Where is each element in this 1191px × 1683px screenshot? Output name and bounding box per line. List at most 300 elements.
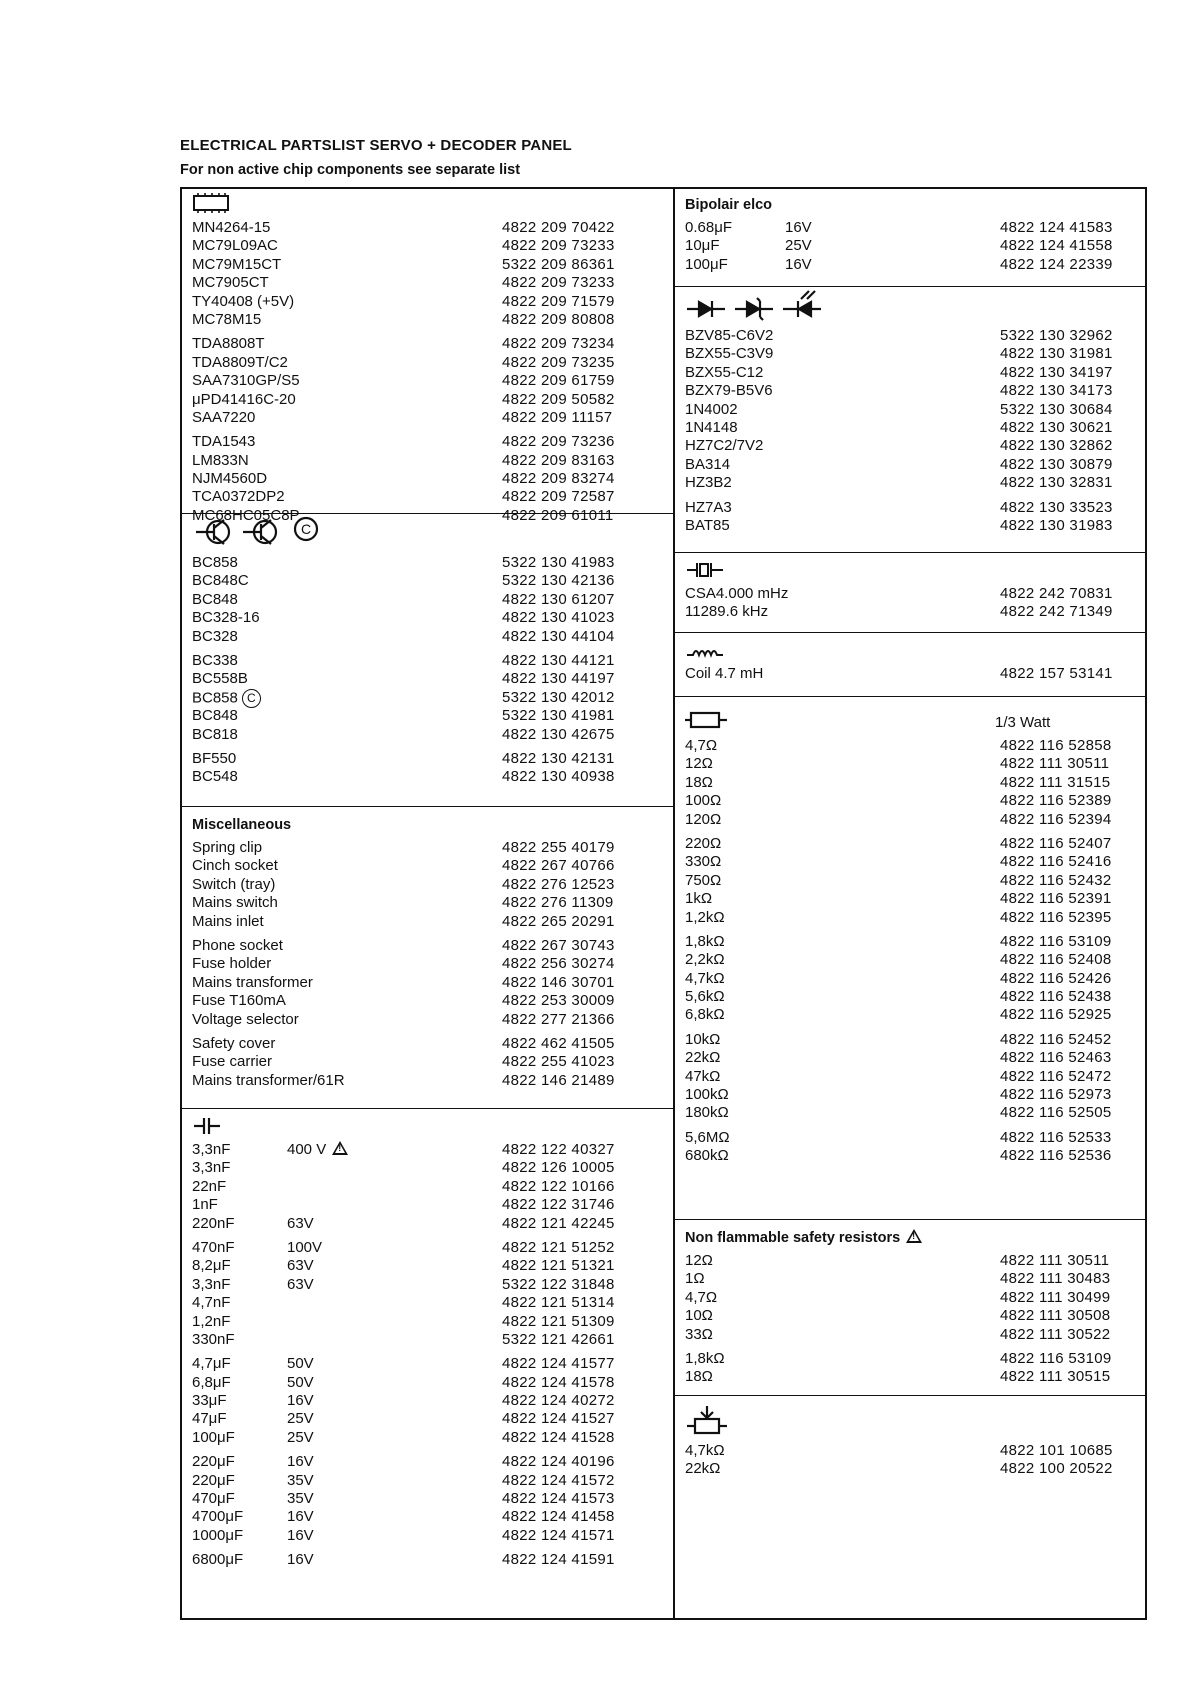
section-title: Miscellaneous xyxy=(192,817,292,833)
part-code: 4822 116 52394 xyxy=(1000,810,1112,828)
part-rating xyxy=(287,1159,502,1177)
part-code: 4822 130 31981 xyxy=(1000,345,1113,363)
part-code: 4822 130 30621 xyxy=(1000,418,1113,436)
part-name: 1kΩ xyxy=(685,890,713,908)
table-row xyxy=(192,1331,665,1349)
table-row xyxy=(192,1239,665,1257)
part-code: 5322 122 31848 xyxy=(502,1275,615,1293)
table-row xyxy=(685,755,1137,773)
part-name: MC78M15 xyxy=(192,310,262,328)
part-name: 12Ω xyxy=(685,1252,713,1269)
part-code: 4822 209 61011 xyxy=(502,506,614,524)
resistor-group-5 xyxy=(685,1129,1137,1166)
part-name: 5,6kΩ xyxy=(685,988,725,1006)
part-code: 4822 130 42131 xyxy=(502,749,615,767)
part-code: 4822 265 20291 xyxy=(502,912,615,930)
table-row xyxy=(192,992,665,1010)
part-name: 100Ω xyxy=(685,792,722,810)
table-row xyxy=(685,951,1137,969)
table-row xyxy=(685,256,1137,274)
table-row xyxy=(192,937,665,955)
part-code: 4822 253 30009 xyxy=(502,992,615,1010)
part-code: 4822 124 41591 xyxy=(502,1551,615,1569)
part-name: 100μF xyxy=(192,1428,235,1446)
left-column xyxy=(182,187,673,1614)
part-name xyxy=(192,689,502,707)
table-row xyxy=(685,933,1137,951)
part-code: 4822 116 52533 xyxy=(1000,1128,1112,1146)
part-code: 4822 124 41571 xyxy=(502,1526,615,1544)
capacitor-group-4 xyxy=(192,1453,665,1545)
part-name: 1000μF xyxy=(192,1526,244,1544)
part-code: 4822 124 41527 xyxy=(502,1410,615,1428)
capacitor-group-3 xyxy=(192,1355,665,1447)
part-code: 4822 209 73236 xyxy=(502,433,615,451)
table-row xyxy=(192,554,665,572)
table-row xyxy=(685,237,1137,255)
transistor-group-1 xyxy=(192,554,665,646)
part-rating: 16V xyxy=(287,1526,314,1544)
part-name: HZ7C2/7V2 xyxy=(685,437,764,455)
table-row xyxy=(685,1326,1137,1344)
part-name: 3,3nF xyxy=(192,1141,231,1158)
part-code: 4822 146 30701 xyxy=(502,973,615,991)
table-row xyxy=(685,811,1137,829)
part-code: 5322 130 32962 xyxy=(1000,327,1113,344)
table-row xyxy=(192,488,665,506)
table-row xyxy=(685,835,1137,853)
part-name: Mains switch xyxy=(192,894,278,912)
part-code: 4822 101 10685 xyxy=(1000,1442,1113,1459)
part-code: 4822 209 71579 xyxy=(502,292,615,310)
table-row xyxy=(192,974,665,992)
part-rating xyxy=(287,1178,502,1196)
part-name: 220μF xyxy=(192,1453,235,1471)
part-name: BZX55-C3V9 xyxy=(685,345,774,363)
part-name-text: BC858 xyxy=(192,689,238,707)
table-row xyxy=(192,1410,665,1428)
resistor-group-4 xyxy=(685,1031,1137,1123)
part-name: 1,2kΩ xyxy=(685,908,725,926)
table-row xyxy=(192,1011,665,1029)
part-rating-text: 400 V xyxy=(287,1141,327,1158)
part-name: 470nF xyxy=(192,1238,235,1256)
resistor-section-header xyxy=(685,701,1137,731)
section-title: Bipolair elco xyxy=(685,197,773,213)
table-row xyxy=(685,382,1137,400)
part-name: 5,6MΩ xyxy=(685,1128,730,1146)
resistor-group-3 xyxy=(685,933,1137,1025)
part-code: 4822 121 51309 xyxy=(502,1312,615,1330)
part-code: 5322 130 42136 xyxy=(502,572,615,590)
part-code: 4822 130 44197 xyxy=(502,670,615,688)
table-row xyxy=(192,409,665,427)
part-code: 4822 116 52438 xyxy=(1000,988,1112,1006)
part-code: 4822 146 21489 xyxy=(502,1071,615,1089)
part-name: 680kΩ xyxy=(685,1147,729,1165)
safety-group-1 xyxy=(685,1252,1137,1344)
table-row xyxy=(685,474,1137,492)
part-code: 4822 130 40938 xyxy=(502,768,615,786)
part-name: BZX79-B5V6 xyxy=(685,382,773,400)
copyright-icon: C xyxy=(242,689,261,708)
table-row xyxy=(685,1086,1137,1104)
part-name: BC548 xyxy=(192,768,238,786)
section-title: Non flammable safety resistors xyxy=(685,1230,901,1246)
part-rating: 25V xyxy=(287,1410,314,1428)
part-name: BZX55-C12 xyxy=(685,363,764,381)
part-code: 4822 122 31746 xyxy=(502,1196,615,1214)
part-name: BC848C xyxy=(192,572,249,590)
part-name: MC7905CT xyxy=(192,274,269,292)
part-code: 4822 116 52432 xyxy=(1000,871,1112,889)
part-name: TCA0372DP2 xyxy=(192,488,285,506)
part-name: 470μF xyxy=(192,1490,235,1508)
table-row xyxy=(685,909,1137,927)
part-code: 4822 130 33523 xyxy=(1000,498,1113,516)
table-row xyxy=(685,1460,1137,1478)
part-code: 5322 130 41981 xyxy=(502,707,615,725)
resistor-group-2 xyxy=(685,835,1137,927)
part-code: 4822 122 10166 xyxy=(502,1177,615,1195)
part-code: 4822 130 41023 xyxy=(502,609,615,627)
part-name: NJM4560D xyxy=(192,470,268,488)
table-row xyxy=(685,853,1137,871)
table-row xyxy=(192,707,665,725)
part-code: 4822 116 53109 xyxy=(1000,932,1112,950)
resistor-icon xyxy=(685,705,995,731)
part-name: 220Ω xyxy=(685,834,722,852)
table-row xyxy=(192,1294,665,1312)
part-name: Phone socket xyxy=(192,936,283,954)
part-name: 18Ω xyxy=(685,1368,713,1386)
part-name: 6,8kΩ xyxy=(685,1006,725,1024)
crystal-icon xyxy=(685,561,725,579)
table-row xyxy=(192,1159,665,1177)
table-row xyxy=(192,1072,665,1090)
table-row xyxy=(685,1068,1137,1086)
table-row xyxy=(685,401,1137,419)
part-code: 4822 116 52925 xyxy=(1000,1006,1112,1024)
part-name: MC68HC05C8P xyxy=(192,506,300,524)
part-code: 4822 124 41528 xyxy=(502,1428,615,1446)
ic-section-header xyxy=(192,191,665,213)
table-row xyxy=(192,372,665,390)
part-name: MN4264-15 xyxy=(192,219,271,236)
part-name: Cinch socket xyxy=(192,857,278,875)
table-row xyxy=(685,1442,1137,1460)
part-code: 4822 116 52407 xyxy=(1000,834,1112,852)
table-row xyxy=(685,1104,1137,1122)
part-code: 4822 209 80808 xyxy=(502,310,615,328)
right-column xyxy=(675,187,1145,1616)
capacitor-group-1 xyxy=(192,1141,665,1233)
part-code: 4822 130 44121 xyxy=(502,651,615,669)
part-code: 4822 116 52395 xyxy=(1000,908,1112,926)
part-code: 5322 130 30684 xyxy=(1000,400,1113,418)
misc-section-header xyxy=(192,811,665,833)
coil-section-header xyxy=(685,637,1137,659)
table-row xyxy=(192,913,665,931)
table-row xyxy=(685,327,1137,345)
part-name: 4,7μF xyxy=(192,1355,231,1373)
table-row xyxy=(192,433,665,451)
table-row xyxy=(192,857,665,875)
part-code: 4822 267 30743 xyxy=(502,936,615,954)
table-row xyxy=(192,1374,665,1392)
part-name: 6800μF xyxy=(192,1551,244,1569)
part-name: 33μF xyxy=(192,1392,227,1410)
part-name: BC848 xyxy=(192,590,238,608)
warning-triangle-icon xyxy=(332,1141,348,1155)
part-code: 4822 111 31515 xyxy=(1000,773,1111,791)
table-row xyxy=(192,256,665,274)
part-name: BAT85 xyxy=(685,516,730,534)
part-code: 4822 124 41573 xyxy=(502,1490,615,1508)
part-name: 2,2kΩ xyxy=(685,951,725,969)
transistor-icon xyxy=(192,516,322,548)
coil-section xyxy=(675,633,1145,697)
table-row xyxy=(685,1031,1137,1049)
part-rating xyxy=(287,1313,502,1331)
table-row xyxy=(685,499,1137,517)
part-name: 11289.6 kHz xyxy=(685,603,769,621)
table-row xyxy=(685,1350,1137,1368)
part-code: 4822 116 52505 xyxy=(1000,1104,1112,1122)
part-name: 18Ω xyxy=(685,773,713,791)
table-row xyxy=(192,1551,665,1569)
table-row xyxy=(192,726,665,744)
part-code: 4822 116 52973 xyxy=(1000,1086,1112,1104)
table-row xyxy=(685,1049,1137,1067)
part-name: 3,3nF xyxy=(192,1275,231,1293)
page-title: ELECTRICAL PARTSLIST SERVO + DECODER PANEL xyxy=(180,137,572,154)
table-row xyxy=(192,839,665,857)
transistor-group-2 xyxy=(192,652,665,744)
part-name: 10Ω xyxy=(685,1307,713,1325)
table-row xyxy=(685,437,1137,455)
part-name: μPD41416C-20 xyxy=(192,390,296,408)
table-row xyxy=(192,768,665,786)
coil-icon xyxy=(685,641,725,659)
part-code: 4822 242 70831 xyxy=(1000,585,1113,602)
misc-group-3 xyxy=(192,1035,665,1090)
part-name: 100μF xyxy=(685,255,728,273)
part-name: Voltage selector xyxy=(192,1010,299,1028)
part-code: 4822 121 42245 xyxy=(502,1214,615,1232)
part-code: 4822 111 30515 xyxy=(1000,1368,1111,1386)
part-rating: 16V xyxy=(287,1453,314,1471)
part-code: 4822 209 83163 xyxy=(502,451,615,469)
part-code: 4822 116 53109 xyxy=(1000,1349,1112,1367)
misc-group-1 xyxy=(192,839,665,931)
part-rating xyxy=(287,1294,502,1312)
table-row xyxy=(192,452,665,470)
part-code: 4822 124 22339 xyxy=(1000,255,1113,273)
table-row xyxy=(685,737,1137,755)
table-row xyxy=(685,792,1137,810)
part-name: Mains transformer xyxy=(192,973,313,991)
part-name: 120Ω xyxy=(685,810,722,828)
table-row xyxy=(685,419,1137,437)
part-code: 4822 256 30274 xyxy=(502,955,615,973)
part-name: 8,2μF xyxy=(192,1257,231,1275)
part-name: 1nF xyxy=(192,1196,218,1214)
transistor-section xyxy=(182,514,673,807)
part-code: 4822 209 11157 xyxy=(502,408,613,426)
part-rating xyxy=(287,1196,502,1214)
part-name: TY40408 (+5V) xyxy=(192,292,295,310)
part-code: 4822 121 51252 xyxy=(502,1238,615,1256)
table-row xyxy=(685,970,1137,988)
part-rating: 35V xyxy=(287,1471,314,1489)
part-name: Fuse T160mA xyxy=(192,992,286,1010)
table-row xyxy=(192,894,665,912)
part-code: 4822 121 51314 xyxy=(502,1294,615,1312)
part-rating: 50V xyxy=(287,1373,314,1391)
part-code: 4822 130 34173 xyxy=(1000,382,1113,400)
part-code: 4822 111 30483 xyxy=(1000,1270,1111,1288)
part-code: 5322 130 41983 xyxy=(502,554,615,571)
part-name: Mains transformer/61R xyxy=(192,1071,345,1089)
part-name: 3,3nF xyxy=(192,1159,231,1177)
table-row xyxy=(685,364,1137,382)
table-row xyxy=(192,1141,665,1159)
part-name: BZV85-C6V2 xyxy=(685,327,774,344)
part-code: 4822 116 52416 xyxy=(1000,853,1112,871)
table-row xyxy=(192,1196,665,1214)
part-name: 220nF xyxy=(192,1214,235,1232)
page-subtitle: For non active chip components see separate list xyxy=(180,162,521,178)
part-code: 4822 111 30522 xyxy=(1000,1325,1111,1343)
trimmer-section-header xyxy=(685,1400,1137,1436)
crystal-section xyxy=(675,553,1145,633)
part-code: 4822 124 40272 xyxy=(502,1392,615,1410)
part-code: 4822 130 30879 xyxy=(1000,455,1113,473)
part-code: 4822 130 31983 xyxy=(1000,516,1113,534)
part-name: SAA7310GP/S5 xyxy=(192,372,300,390)
part-code: 4822 124 41583 xyxy=(1000,219,1113,236)
part-name: 22nF xyxy=(192,1177,227,1195)
part-name: LM833N xyxy=(192,451,249,469)
ic-group-3 xyxy=(192,433,665,525)
part-name: 47μF xyxy=(192,1410,227,1428)
part-code: 4822 116 52452 xyxy=(1000,1030,1112,1048)
diode-section xyxy=(675,287,1145,553)
part-code: 4822 111 30511 xyxy=(1000,755,1110,773)
table-row xyxy=(685,1006,1137,1024)
table-row xyxy=(685,1270,1137,1288)
part-code: 4822 130 61207 xyxy=(502,590,615,608)
part-code: 4822 124 41577 xyxy=(502,1355,615,1373)
crystal-group-1 xyxy=(685,585,1137,622)
table-row xyxy=(685,988,1137,1006)
part-code: 4822 130 42675 xyxy=(502,725,615,743)
part-name: 22kΩ xyxy=(685,1460,721,1478)
table-row xyxy=(192,219,665,237)
table-row xyxy=(192,1313,665,1331)
part-code: 4822 209 70422 xyxy=(502,219,615,236)
part-code: 5322 209 86361 xyxy=(502,255,615,273)
part-name: 1N4148 xyxy=(685,418,738,436)
trimmer-section xyxy=(675,1396,1145,1616)
part-code: 4822 100 20522 xyxy=(1000,1460,1113,1478)
safety-group-2 xyxy=(685,1350,1137,1387)
part-code: 4822 209 61759 xyxy=(502,372,615,390)
table-row xyxy=(192,311,665,329)
table-row xyxy=(192,628,665,646)
part-name: 4,7kΩ xyxy=(685,969,725,987)
part-rating: 63V xyxy=(287,1275,314,1293)
diode-section-header xyxy=(685,291,1137,321)
part-code: 4822 209 50582 xyxy=(502,390,615,408)
part-name: 100kΩ xyxy=(685,1086,729,1104)
part-rating: 16V xyxy=(287,1508,314,1526)
table-row xyxy=(192,1429,665,1447)
part-name: 12Ω xyxy=(685,755,713,773)
table-row xyxy=(685,1307,1137,1325)
part-code: 4822 124 41578 xyxy=(502,1373,615,1391)
part-rating: 16V xyxy=(785,219,812,236)
part-name: 4,7kΩ xyxy=(685,1442,725,1459)
part-name: MC79L09AC xyxy=(192,237,278,255)
table-row xyxy=(192,670,665,688)
transistor-group-3 xyxy=(192,750,665,787)
part-name: 220μF xyxy=(192,1471,235,1489)
part-code: 4822 116 52472 xyxy=(1000,1067,1112,1085)
table-row xyxy=(192,876,665,894)
part-rating: 16V xyxy=(287,1392,314,1410)
part-rating xyxy=(287,1331,502,1349)
part-name: HZ7A3 xyxy=(685,498,732,516)
table-row xyxy=(192,335,665,353)
table-row xyxy=(685,456,1137,474)
misc-group-2 xyxy=(192,937,665,1029)
part-rating: 63V xyxy=(287,1257,314,1275)
part-code: 4822 209 72587 xyxy=(502,488,615,506)
part-name: Fuse carrier xyxy=(192,1053,273,1071)
bipolair-section-header xyxy=(685,191,1137,213)
table-row xyxy=(685,872,1137,890)
part-code: 4822 209 83274 xyxy=(502,470,615,488)
ic-group-1 xyxy=(192,219,665,329)
table-row xyxy=(192,1215,665,1233)
part-rating: 63V xyxy=(287,1214,314,1232)
table-row xyxy=(685,1289,1137,1307)
part-code: 4822 116 52408 xyxy=(1000,951,1112,969)
diode-group-1 xyxy=(685,327,1137,493)
table-row xyxy=(192,1490,665,1508)
table-row xyxy=(192,293,665,311)
part-code: 4822 124 41458 xyxy=(502,1508,615,1526)
capacitor-icon xyxy=(192,1117,222,1135)
part-name: 1,8kΩ xyxy=(685,1349,725,1367)
ic-group-2 xyxy=(192,335,665,427)
part-code: 4822 267 40766 xyxy=(502,857,615,875)
part-name: BC328 xyxy=(192,627,238,645)
part-name: BC328-16 xyxy=(192,609,260,627)
part-code: 5322 121 42661 xyxy=(502,1330,615,1348)
table-row xyxy=(685,890,1137,908)
part-name: 1Ω xyxy=(685,1270,705,1288)
resistor-group-1 xyxy=(685,737,1137,829)
capacitor-group-5 xyxy=(192,1551,665,1569)
part-code: 4822 462 41505 xyxy=(502,1034,615,1052)
svg-text:C: C xyxy=(300,521,312,537)
part-code: 4822 116 52426 xyxy=(1000,969,1112,987)
part-code: 4822 111 30499 xyxy=(1000,1288,1111,1306)
table-row xyxy=(685,345,1137,363)
